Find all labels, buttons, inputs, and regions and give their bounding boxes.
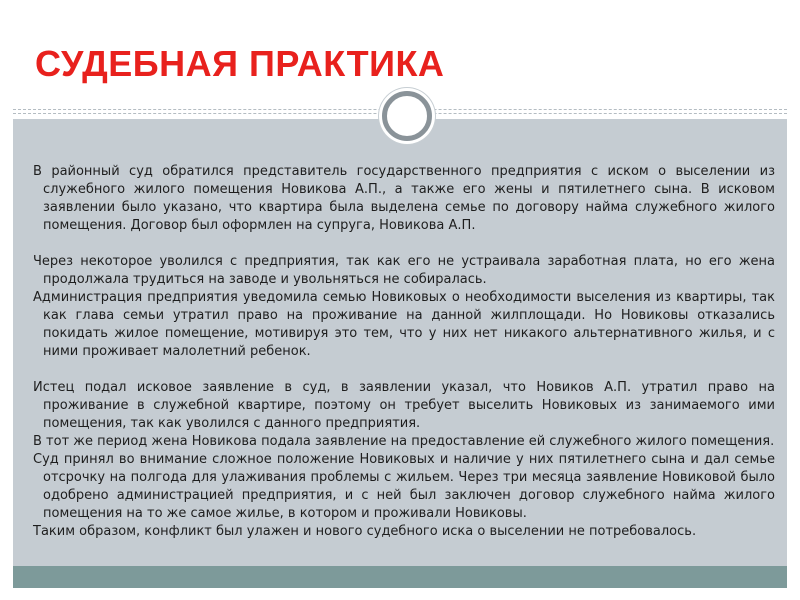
- footer-bar: [13, 566, 787, 588]
- paragraph-7: Таким образом, конфликт был улажен и нового судебного иска о выселении не потребовалось.: [33, 524, 697, 539]
- case-text: [33, 163, 775, 541]
- content-panel: [13, 119, 787, 566]
- circle-ornament-icon: [382, 91, 432, 141]
- paragraph-4: Истец подал исковое заявление в суд, в заявлении указал, что Новиков А.П. утратил право на проживание в служебной квартире, поэтому он требует выселить Новиковых из занимаемого ими помещения, так как уволился с данного предприятия.: [33, 380, 775, 431]
- slide: [13, 13, 787, 588]
- paragraph-5: В тот же период жена Новикова подала заявление на предоставление ей служебного жилого помещения.: [33, 434, 775, 449]
- paragraph-1: В районный суд обратился представитель государственного предприятия с иском о выселении из служебного жилого помещения Новикова А.П., а также его жены и пятилетнего сына. В исковом заявлении было указано, что квартира была выделена семье по договору найма служебного жилого помещения. Договор был оформлен на супруга, Новикова А.П.: [33, 164, 775, 233]
- paragraph-6: Суд принял во внимание сложное положение Новиковых и наличие у них пятилетнего сына и дал семье отсрочку на полгода для улаживания проблемы с жильем. Через три месяца заявление Новиковой было одобрено администрацией предприятия, и с ней был заключен договор служебного найма жилого помещения на то же самое жилье, в котором и проживали Новиковы.: [33, 452, 775, 521]
- paragraph-2: Через некоторое уволился с предприятия, так как его не устраивала заработная плата, но его жена продолжала трудиться на заводе и увольняться не собиралась.: [33, 254, 775, 287]
- paragraph-3: Администрация предприятия уведомила семью Новиковых о необходимости выселения из квартиры, так как глава семьи утратил право на проживание на данной жилплощади. Но Новиковы отказались покидать жилое помещение, мотивируя это тем, что у них нет никакого альтернативного жилья, и с ними проживает малолетний ребенок.: [33, 290, 775, 359]
- slide-title: СУДЕБНАЯ ПРАКТИКА: [35, 43, 445, 84]
